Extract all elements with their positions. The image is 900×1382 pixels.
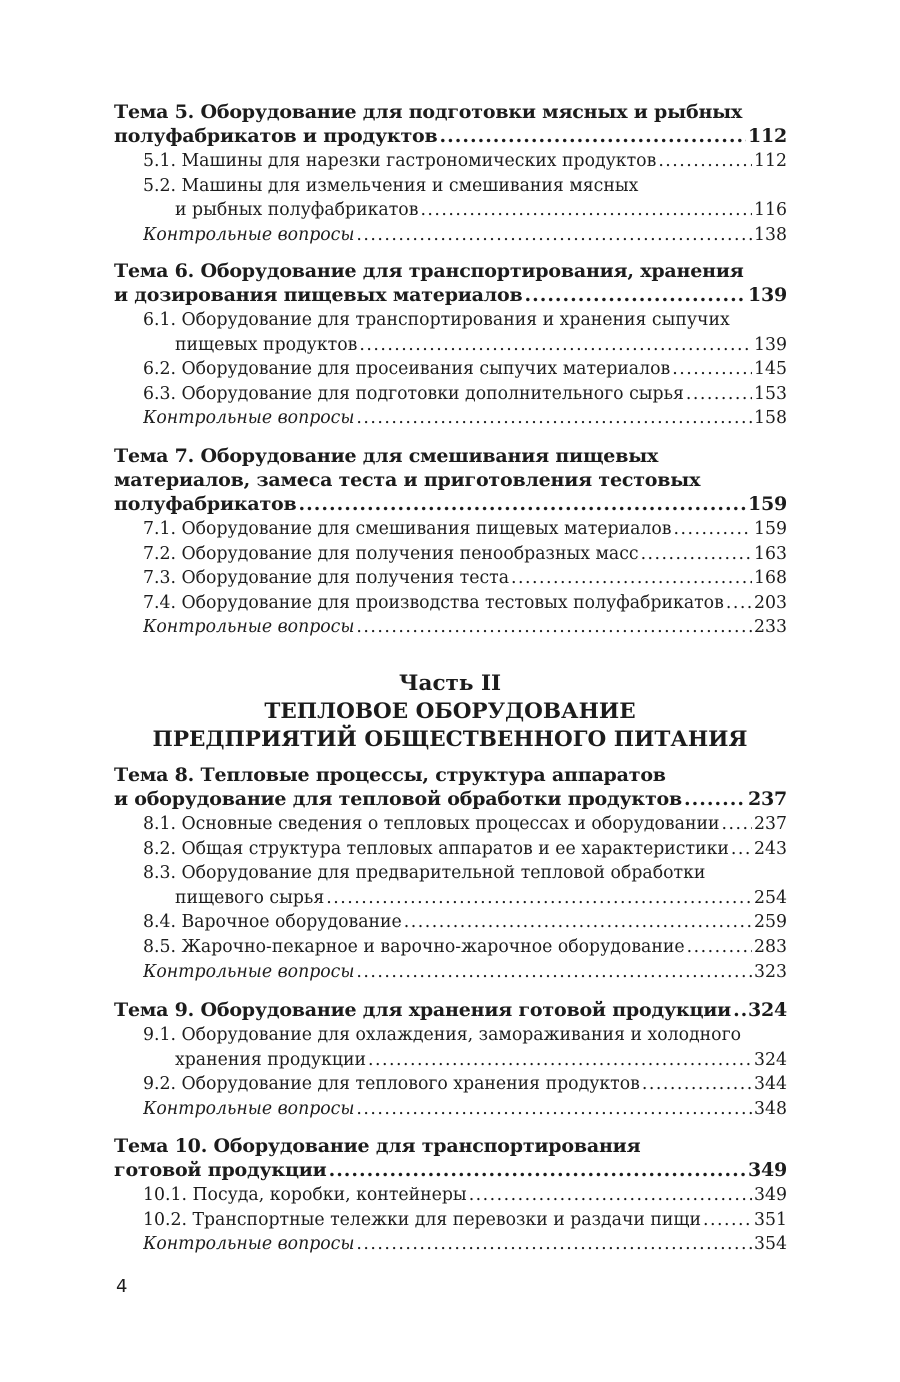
leader-dots [658, 151, 752, 171]
leader-dots [356, 617, 752, 637]
toc-entry-page: 243 [754, 838, 787, 859]
control-questions-entry-page: 348 [754, 1098, 787, 1119]
toc-entry [143, 1074, 787, 1098]
topic-heading [114, 1135, 787, 1159]
topic-heading-text: полуфабрикатов [114, 493, 297, 515]
topic-heading [114, 1159, 787, 1183]
topic-heading-page: 324 [747, 999, 787, 1021]
leader-dots [684, 788, 746, 810]
topic-heading-page: 139 [747, 284, 787, 306]
control-questions-entry [143, 617, 787, 641]
toc-entry-text: 10.2. Транспортные тележки для перевозки и раздачи пищи [143, 1209, 702, 1230]
toc-entry-text: 6.3. Оборудование для подготовки дополнительного сырья [143, 383, 684, 404]
toc-entry-text: 8.3. Оборудование для предварительной тепловой обработки [143, 863, 706, 884]
toc-entry [175, 1050, 787, 1074]
control-questions-entry-page: 323 [754, 961, 787, 982]
topic-heading [114, 260, 787, 284]
toc-entry [143, 912, 787, 936]
leader-dots [329, 1159, 746, 1181]
toc-entry-text: 6.1. Оборудование для транспортирования и хранения сыпучих [143, 310, 730, 330]
leader-dots [524, 284, 745, 306]
leader-dots [356, 1099, 752, 1119]
topic-heading-page: 159 [747, 493, 787, 515]
toc-entry-page: 283 [754, 937, 787, 957]
toc-entry-text: 8.5. Жарочно-пекарное и варочно-жарочное оборудование [143, 937, 685, 957]
leader-dots [687, 937, 752, 957]
leader-dots [404, 912, 752, 932]
topic-heading-text: Тема 6. Оборудование для транспортирования, хранения [114, 260, 744, 282]
toc-entry-page: 153 [754, 383, 787, 404]
toc-entry-text: 8.4. Варочное оборудование [143, 912, 402, 933]
toc-entry [143, 1025, 787, 1049]
toc-entry-text: 9.2. Оборудование для теплового хранения продуктов [143, 1074, 640, 1095]
topic-heading [114, 125, 787, 149]
topic-heading-text: Тема 5. Оборудование для подготовки мясных и рыбных [114, 101, 743, 123]
toc-entry [143, 863, 787, 887]
leader-dots [356, 962, 752, 982]
toc-entry-text: 5.2. Машины для измельчения и смешивания мясных [143, 175, 639, 196]
leader-dots [726, 593, 752, 613]
toc-entry [143, 568, 787, 592]
toc-entry [143, 839, 787, 863]
control-questions-entry-text: Контрольные вопросы [143, 1234, 355, 1255]
topic-heading-text: и оборудование для тепловой обработки продуктов [114, 788, 683, 810]
leader-dots [420, 200, 752, 220]
leader-dots [674, 519, 753, 539]
control-questions-entry [143, 1234, 787, 1258]
toc-entry [175, 335, 787, 359]
control-questions-entry-text: Контрольные вопросы [143, 1098, 355, 1119]
topic-heading [114, 493, 787, 517]
leader-dots [356, 225, 752, 245]
toc-entry-page: 168 [754, 568, 787, 589]
toc-entry-page: 159 [754, 519, 787, 539]
control-questions-entry-page: 138 [754, 224, 787, 245]
topic-heading-text: Тема 10. Оборудование для транспортирования [114, 1135, 641, 1157]
toc-entry [175, 200, 787, 224]
toc-entry-page: 163 [754, 543, 787, 564]
topic-heading [114, 764, 787, 788]
toc-entry [143, 359, 787, 383]
control-questions-entry-page: 233 [754, 617, 787, 638]
leader-dots [356, 1234, 752, 1254]
part-label: Часть II [398, 671, 502, 696]
topic-heading-page: 112 [747, 125, 787, 147]
toc-entry-text: пищевого сырья [175, 887, 325, 908]
toc-entry [143, 384, 787, 408]
control-questions-entry-text: Контрольные вопросы [143, 961, 355, 982]
topic-heading-page: 237 [747, 788, 787, 810]
topic-heading [114, 284, 787, 308]
toc-entry [143, 176, 787, 200]
toc-entry-text: 9.1. Оборудование для охлаждения, замораживания и холодного [143, 1025, 742, 1045]
topic-heading [114, 999, 787, 1023]
toc-entry-text: 6.2. Оборудование для просеивания сыпучих материалов [143, 359, 671, 380]
toc-entry-page: 139 [754, 334, 787, 355]
toc-entry [143, 1210, 787, 1234]
control-questions-entry [143, 962, 787, 986]
toc-entry-page: 254 [754, 887, 787, 908]
toc-entry-text: хранения продукции [175, 1049, 367, 1070]
part-title-line-2: ПРЕДПРИЯТИЙ ОБЩЕСТВЕННОГО ПИТАНИЯ [152, 727, 748, 752]
toc-entry [143, 1185, 787, 1209]
leader-dots [686, 384, 752, 404]
leader-dots [733, 999, 746, 1021]
topic-heading-page: 349 [747, 1159, 787, 1181]
toc-entry-text: 5.1. Машины для нарезки гастрономических продуктов [143, 151, 657, 171]
toc-entry [143, 519, 787, 543]
toc-entry-text: 7.1. Оборудование для смешивания пищевых материалов [143, 519, 672, 539]
toc-entry-text: 7.4. Оборудование для производства тестовых полуфабрикатов [143, 592, 724, 613]
toc-entry-page: 324 [754, 1049, 787, 1070]
topic-heading-text: готовой продукции [114, 1159, 327, 1181]
toc-entry-page: 112 [754, 151, 787, 171]
toc-entry [143, 937, 787, 961]
control-questions-entry-text: Контрольные вопросы [143, 224, 355, 245]
leader-dots [368, 1050, 752, 1070]
control-questions-entry-text: Контрольные вопросы [143, 408, 355, 429]
topic-heading-text: материалов, замеса теста и приготовления тестовых [114, 469, 701, 491]
topic-heading-text: Тема 7. Оборудование для смешивания пищевых [114, 445, 659, 467]
part-title-line-1: ТЕПЛОВОЕ ОБОРУДОВАНИЕ [264, 699, 636, 724]
topic-heading-text: и дозирования пищевых материалов [114, 284, 523, 306]
leader-dots [440, 125, 746, 147]
toc-entry-text: 8.2. Общая структура тепловых аппаратов и ее характеристики [143, 838, 729, 859]
leader-dots [356, 408, 752, 428]
toc-entry [175, 888, 787, 912]
toc-entry-page: 349 [754, 1185, 787, 1205]
toc-entry-page: 237 [754, 814, 787, 834]
leader-dots [359, 335, 752, 355]
page-number: 4 [116, 1276, 128, 1297]
toc-entry-page: 145 [754, 359, 787, 380]
toc-entry [143, 544, 787, 568]
leader-dots [469, 1185, 752, 1205]
control-questions-entry [143, 408, 787, 432]
toc-entry-page: 116 [754, 200, 787, 221]
leader-dots [672, 359, 752, 379]
leader-dots [703, 1210, 752, 1230]
toc-entry [143, 151, 787, 175]
leader-dots [642, 1074, 752, 1094]
topic-heading [114, 445, 787, 469]
topic-heading-text: полуфабрикатов и продуктов [114, 125, 438, 147]
leader-dots [326, 888, 752, 908]
toc-entry-text: и рыбных полуфабрикатов [175, 200, 419, 221]
leader-dots [511, 568, 752, 588]
toc-entry-text: 7.2. Оборудование для получения пенообразных масс [143, 543, 639, 564]
control-questions-entry [143, 1099, 787, 1123]
toc-entry-page: 344 [754, 1074, 787, 1095]
control-questions-entry-text: Контрольные вопросы [143, 617, 355, 638]
control-questions-entry-page: 158 [754, 408, 787, 429]
topic-heading-text: Тема 9. Оборудование для хранения готовой продукции [114, 999, 732, 1021]
toc-entry [143, 310, 787, 334]
toc-entry-text: 7.3. Оборудование для получения теста [143, 568, 510, 589]
control-questions-entry [143, 225, 787, 249]
toc-entry-text: 8.1. Основные сведения о тепловых процессах и оборудовании [143, 814, 720, 834]
toc-entry [143, 814, 787, 838]
toc-entry-page: 259 [754, 912, 787, 933]
topic-heading [114, 469, 787, 493]
toc-entry-page: 203 [754, 592, 787, 613]
toc-entry-page: 351 [754, 1209, 787, 1230]
topic-heading [114, 101, 787, 125]
leader-dots [299, 493, 746, 515]
control-questions-entry-page: 354 [754, 1234, 787, 1255]
toc-entry-text: 10.1. Посуда, коробки, контейнеры [143, 1185, 467, 1205]
leader-dots [722, 814, 752, 834]
leader-dots [641, 544, 752, 564]
leader-dots [731, 839, 752, 859]
topic-heading [114, 788, 787, 812]
toc-entry-text: пищевых продуктов [175, 334, 358, 355]
toc-entry [143, 593, 787, 617]
topic-heading-text: Тема 8. Тепловые процессы, структура аппаратов [114, 764, 666, 786]
